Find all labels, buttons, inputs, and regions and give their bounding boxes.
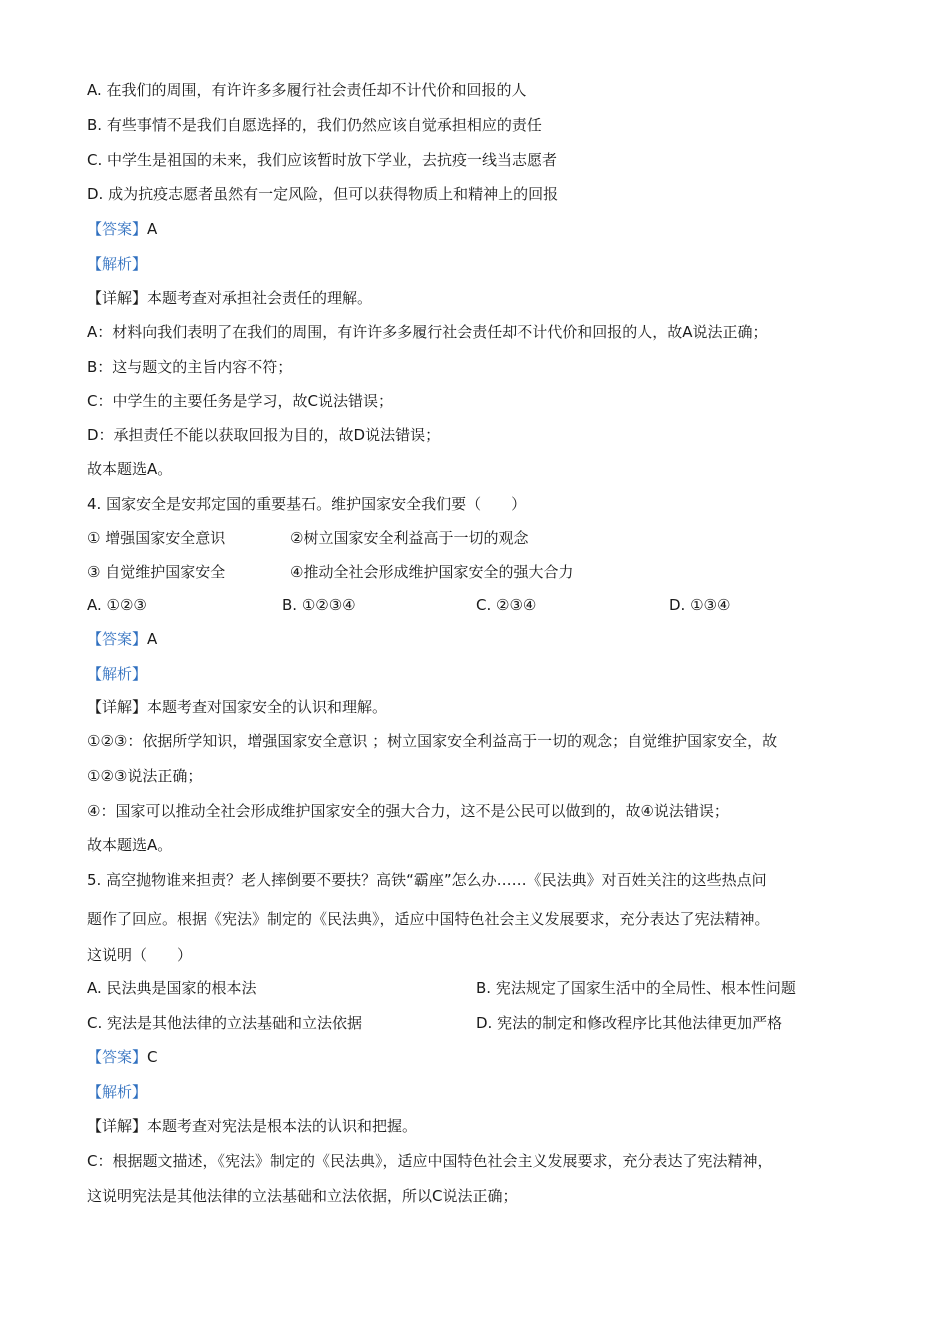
answer-tag: 【答案】 xyxy=(87,630,148,648)
q5-stem-line1: 5. 高空抛物谁来担责？老人摔倒要不要扶？高铁“霸座”怎么办……《民法典》对百姓关注的这些热点问 xyxy=(87,871,767,889)
q5-option-a: A. 民法典是国家的根本法 xyxy=(87,979,257,997)
q3-explanation-d: D：承担责任不能以获取回报为目的，故D说法错误； xyxy=(87,426,441,444)
analysis-tag: 【解析】 xyxy=(87,665,148,683)
analysis-tag: 【解析】 xyxy=(87,1083,148,1101)
q3-option-c: C. 中学生是祖国的未来，我们应该暂时放下学业，去抗疫一线当志愿者 xyxy=(87,151,558,169)
q3-analysis xyxy=(87,254,147,274)
q4-conclusion: 故本题选A。 xyxy=(87,836,173,854)
q3-option-a: A. 在我们的周围，有许许多多履行社会责任却不计代价和回报的人 xyxy=(87,81,527,99)
detail-intro: 本题考查对宪法是根本法的认识和把握。 xyxy=(147,1117,418,1135)
q3-option-b: B. 有些事情不是我们自愿选择的，我们仍然应该自觉承担相应的责任 xyxy=(87,116,542,134)
q5-detail xyxy=(87,1116,417,1136)
detail-intro: 本题考查对承担社会责任的理解。 xyxy=(147,289,373,307)
q5-stem-line3: 这说明（ ） xyxy=(87,946,193,964)
q4-item-1: ① 增强国家安全意识 xyxy=(87,529,226,547)
q4-option-b: B. ①②③④ xyxy=(282,596,356,614)
q3-explanation-b: B：这与题文的主旨内容不符； xyxy=(87,358,293,376)
answer-value: A xyxy=(147,220,158,238)
detail-tag: 【详解】 xyxy=(87,289,148,307)
q4-explanation-1-line1: ①②③：依据所学知识，增强国家安全意识 ；树立国家安全利益高于一切的观念；自觉维护国家安全，故 xyxy=(87,732,778,750)
q4-option-d: D. ①③④ xyxy=(669,596,731,614)
q4-explanation-1-line2: ①②③说法正确； xyxy=(87,767,203,785)
q3-explanation-c: C：中学生的主要任务是学习，故C说法错误； xyxy=(87,392,393,410)
q5-explanation-line2: 这说明宪法是其他法律的立法基础和立法依据，所以C说法正确； xyxy=(87,1187,518,1205)
q4-item-3: ③ 自觉维护国家安全 xyxy=(87,563,226,581)
q5-explanation-line1: C：根据题文描述，《宪法》制定的《民法典》，适应中国特色社会主义发展要求，充分表达了宪法精神， xyxy=(87,1152,773,1170)
answer-tag: 【答案】 xyxy=(87,1048,148,1066)
q4-item-4: ④推动全社会形成维护国家安全的强大合力 xyxy=(290,563,574,581)
q4-item-2: ②树立国家安全利益高于一切的观念 xyxy=(290,529,529,547)
q5-option-b: B. 宪法规定了国家生活中的全局性、根本性问题 xyxy=(476,979,796,997)
q5-answer xyxy=(87,1047,158,1067)
detail-intro: 本题考查对国家安全的认识和理解。 xyxy=(147,698,388,716)
q5-option-c: C. 宪法是其他法律的立法基础和立法依据 xyxy=(87,1014,363,1032)
q5-analysis xyxy=(87,1082,147,1102)
q4-stem: 4. 国家安全是安邦定国的重要基石。维护国家安全我们要（ ） xyxy=(87,495,527,513)
q3-conclusion: 故本题选A。 xyxy=(87,460,173,478)
q3-explanation-a: A：材料向我们表明了在我们的周围，有许许多多履行社会责任却不计代价和回报的人，故A说法正确； xyxy=(87,323,768,341)
q4-explanation-2: ④：国家可以推动全社会形成维护国家安全的强大合力，这不是公民可以做到的，故④说法错误； xyxy=(87,802,729,820)
q4-answer xyxy=(87,629,157,649)
answer-value: C xyxy=(147,1048,158,1066)
q4-detail xyxy=(87,697,387,717)
q4-analysis xyxy=(87,664,147,684)
detail-tag: 【详解】 xyxy=(87,698,148,716)
q4-option-a: A. ①②③ xyxy=(87,596,147,614)
q3-detail xyxy=(87,288,372,308)
q5-stem-line2: 题作了回应。根据《宪法》制定的《民法典》，适应中国特色社会主义发展要求，充分表达了宪法精神。 xyxy=(87,910,770,928)
q3-option-d: D. 成为抗疫志愿者虽然有一定风险，但可以获得物质上和精神上的回报 xyxy=(87,185,559,203)
answer-value: A xyxy=(147,630,158,648)
q5-option-d: D. 宪法的制定和修改程序比其他法律更加严格 xyxy=(476,1014,783,1032)
q4-option-c: C. ②③④ xyxy=(476,596,537,614)
analysis-tag: 【解析】 xyxy=(87,255,148,273)
q3-answer xyxy=(87,219,157,239)
detail-tag: 【详解】 xyxy=(87,1117,148,1135)
answer-tag: 【答案】 xyxy=(87,220,148,238)
